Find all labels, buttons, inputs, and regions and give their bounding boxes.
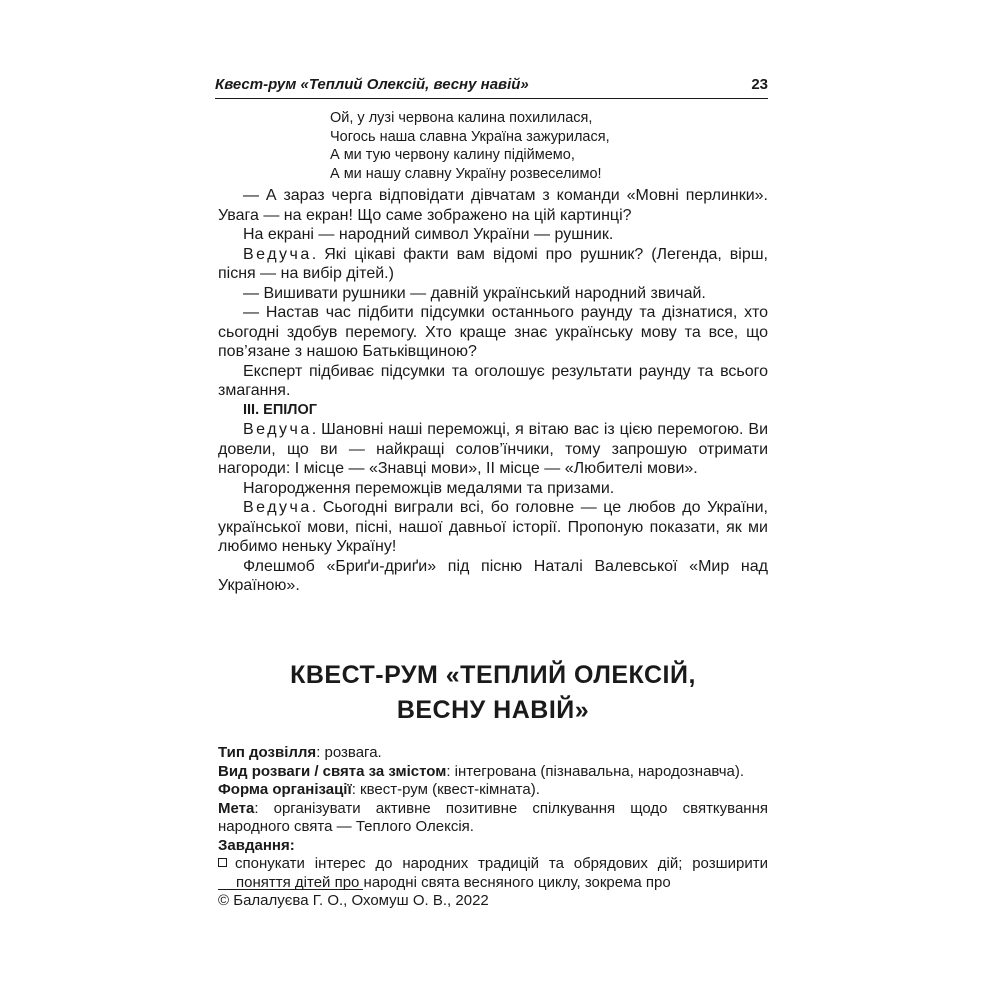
paragraph [218,245,768,284]
section-heading: III. ЕПІЛОГ [243,401,317,418]
page-number: 23 [751,76,768,93]
meta-kind [218,763,768,782]
scenario-text [218,186,768,596]
paragraph: Експерт підбиває підсумки та оголошує результати раунду та всього змагання. [218,362,768,399]
chapter-title-line: ВЕСНУ НАВІЙ» [396,696,590,724]
meta-form [218,781,768,800]
speaker-name: Ведуча [243,245,312,263]
poem-line: А ми тую червону калину підіймемо, [330,147,575,163]
meta-value: : організувати активне позитивне спілкування щодо святкування народного свята — Теплого Олексія. [218,799,768,835]
meta-value: : розвага. [316,744,382,761]
paragraph: — Настав час підбити підсумки останнього раунду та дізнатися, хто сьогодні здобув перемогу. Хто краще знає українську мову та все, що пов’язане з нашою Батьківщиною? [218,304,768,360]
meta-value: : квест-рум (квест-кімната). [351,781,540,798]
copyright-note: © Балалуєва Г. О., Охомуш О. В., 2022 [218,892,489,909]
paragraph: Флешмоб «Бриґи-дриґи» під пісню Наталі Валевської «Мир над Україною». [218,557,768,594]
chapter-title [218,658,768,728]
checkbox-bullet-icon [218,858,227,867]
meta-label: Тип дозвілля [218,744,317,761]
paragraph: — Вишивати рушники — давній український народний звичай. [243,284,706,302]
task-item [218,855,768,892]
speaker-line: . Сьогодні виграли всі, бо головне — це любов до України, української мови, пісні, нашої давньої історії. Пропоную показати, як ми любимо неньку Україну! [218,499,768,555]
event-description [218,744,768,892]
speaker-name: Ведуча [243,421,312,438]
poem-line: Чогось наша славна Україна зажурилася, [330,128,610,145]
paragraph: Нагородження переможців медалями та призами. [243,479,615,497]
poem-line: А ми нашу славну Україну розвеселимо! [330,165,602,182]
meta-label: Вид розваги / свята за змістом [218,762,447,780]
speaker-line: . Шановні наші переможці, я вітаю вас із цією перемогою. Ви довели, що ви — найкращі солов’їнчики, тому запрошую отримати нагороди: І місце — «Знавці мови», ІІ місце — «Любителі мови». [218,421,768,477]
meta-label: Завдання [218,836,290,854]
speaker-name: Ведуча [243,499,312,516]
meta-label: Мета [218,799,255,817]
meta-tasks [218,837,768,856]
meta-colon: : [289,836,295,854]
chapter-title-line: КВЕСТ-РУМ «ТЕПЛИЙ ОЛЕКСІЙ, [290,661,696,689]
meta-value: : інтегрована (пізнавальна, народознавча). [446,762,745,780]
running-header [215,76,768,99]
paragraph [218,498,768,557]
running-header-title: Квест-рум «Теплий Олексій, весну навій» [215,76,529,93]
meta-goal [218,800,768,837]
meta-label: Форма організації [218,781,352,798]
footnote-rule [218,889,363,890]
paragraph: — А зараз черга відповідати дівчатам з команди «Мовні перлинки». Увага — на екран! Що саме зображено на цій картинці? [218,187,768,224]
speaker-line: . Які цікаві факти вам відомі про рушник? (Легенда, вірш, пісня — на вибір дітей.) [218,245,768,282]
paragraph: На екрані — народний символ України — рушник. [243,226,614,243]
meta-type [218,744,768,763]
paragraph [218,420,768,479]
poem-line: Ой, у лузі червона калина похилилася, [330,110,593,126]
task-text: спонукати інтерес до народних традицій та обрядових дій; розширити поняття дітей про народні свята весняного циклу, зокрема про [235,855,768,891]
poem-verse [330,109,610,183]
